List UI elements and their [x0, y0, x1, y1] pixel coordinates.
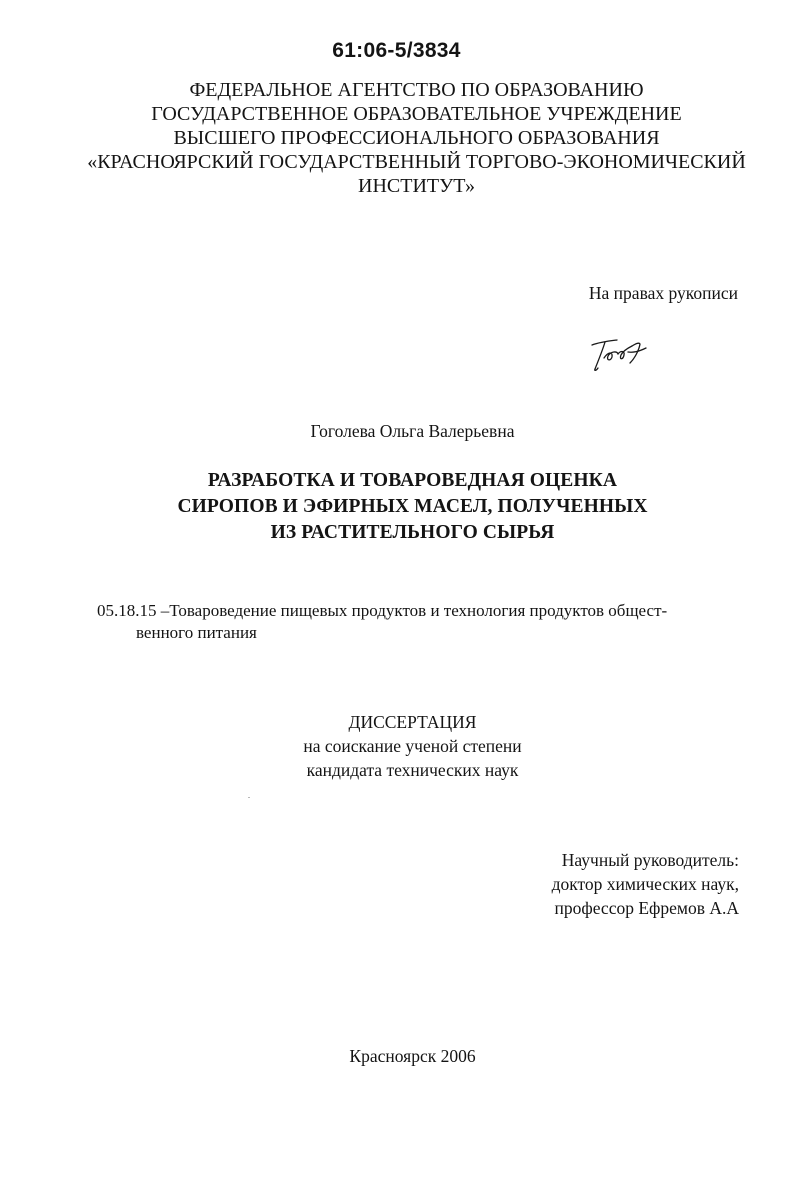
title-line: СИРОПОВ И ЭФИРНЫХ МАСЕЛ, ПОЛУЧЕННЫХ [177, 496, 648, 517]
supervisor-info [430, 848, 739, 920]
thesis-line: на соискание ученой степени [303, 736, 522, 756]
thesis-line: ДИССЕРТАЦИЯ [348, 712, 477, 732]
title-line: РАЗРАБОТКА И ТОВАРОВЕДНАЯ ОЦЕНКА [207, 470, 618, 491]
title-line: ИЗ РАСТИТЕЛЬНОГО СЫРЬЯ [270, 522, 555, 543]
handwritten-signature [582, 332, 654, 374]
supervisor-line: профессор Ефремов А.А [554, 898, 739, 918]
supervisor-line: доктор химических наук, [551, 874, 739, 894]
organization-line: ГОСУДАРСТВЕННОЕ ОБРАЗОВАТЕЛЬНОЕ УЧРЕЖДЕНИЕ [151, 103, 682, 125]
author-name: Гоголева Ольга Валерьевна [310, 421, 515, 441]
specialty-line: 05.18.15 –Товароведение пищевых продуктов и технология продуктов общест- [97, 601, 668, 620]
registry-code: 61:06-5/3834 [332, 39, 461, 62]
organization-header [60, 78, 773, 198]
place-year: Красноярск 2006 [349, 1046, 476, 1066]
scan-speck [248, 797, 250, 798]
supervisor-line: Научный руководитель: [561, 850, 739, 870]
organization-line: ФЕДЕРАЛЬНОЕ АГЕНТСТВО ПО ОБРАЗОВАНИЮ [189, 79, 644, 101]
specialty [97, 600, 757, 644]
specialty-line: венного питания [136, 623, 257, 642]
organization-line: ИНСТИТУТ» [358, 175, 475, 197]
dissertation-title [60, 468, 765, 546]
organization-line: ВЫСШЕГО ПРОФЕССИОНАЛЬНОГО ОБРАЗОВАНИЯ [173, 127, 660, 149]
manuscript-note: На правах рукописи [588, 283, 738, 303]
organization-line: «КРАСНОЯРСКИЙ ГОСУДАРСТВЕННЫЙ ТОРГОВО-ЭКОНОМИЧЕСКИЙ [87, 151, 746, 173]
thesis-line: кандидата технических наук [306, 760, 519, 780]
thesis-type [60, 710, 765, 782]
